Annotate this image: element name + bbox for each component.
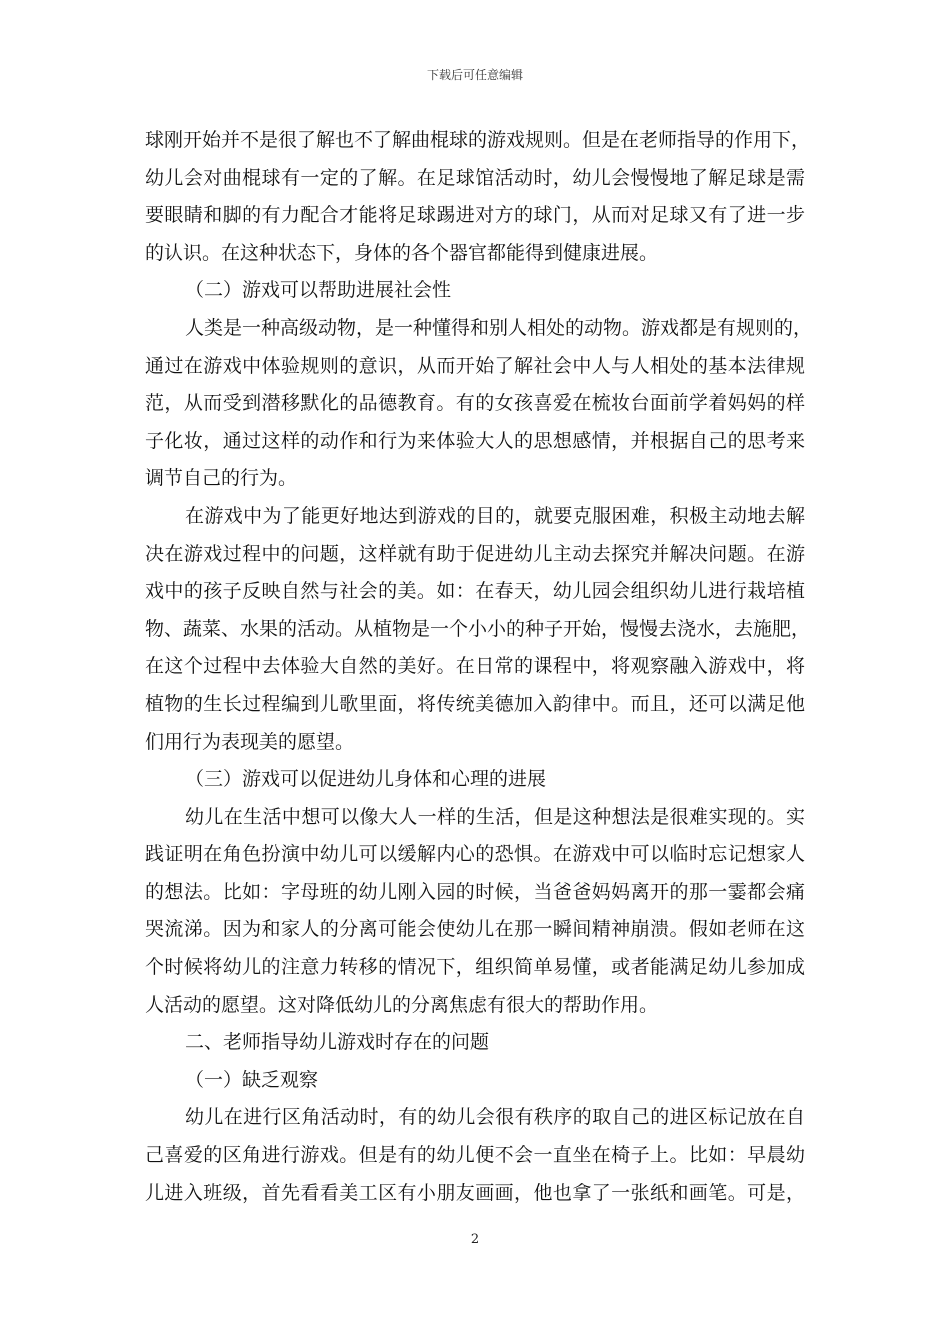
text-line: 植物的生长过程编到儿歌里面，将传统美德加入韵律中。而且，还可以满足他	[145, 692, 805, 715]
text-line: 幼儿会对曲棍球有一定的了解。在足球馆活动时，幼儿会慢慢地了解足球是需	[145, 166, 805, 189]
text-line: 幼儿在生活中想可以像大人一样的生活，但是这种想法是很难实现的。实	[185, 805, 805, 828]
document-body	[145, 122, 813, 1212]
text-line: 们用行为表现美的愿望。	[145, 730, 355, 753]
section-heading: （三）游戏可以促进幼儿身体和心理的进展	[185, 768, 547, 791]
text-line: 戏中的孩子反映自然与社会的美。如：在春天，幼儿园会组织幼儿进行栽培植	[145, 580, 805, 603]
text-line: 的想法。比如：字母班的幼儿刚入园的时候，当爸爸妈妈离开的那一霎都会痛	[145, 880, 805, 903]
text-line: 的认识。在这种状态下，身体的各个器官都能得到健康进展。	[145, 241, 659, 264]
text-line: 己喜爱的区角进行游戏。但是有的幼儿便不会一直坐在椅子上。比如：早晨幼	[145, 1144, 805, 1167]
text-line: 儿进入班级，首先看看美工区有小朋友画画，他也拿了一张纸和画笔。可是，	[145, 1181, 805, 1204]
text-line: 决在游戏过程中的问题，这样就有助于促进幼儿主动去探究并解决问题。在游	[145, 542, 805, 565]
text-line: 在这个过程中去体验大自然的美好。在日常的课程中，将观察融入游戏中，将	[145, 655, 805, 678]
text-line: 范，从而受到潜移默化的品德教育。有的女孩喜爱在梳妆台面前学着妈妈的样	[145, 392, 805, 415]
chapter-heading: 二、老师指导幼儿游戏时存在的问题	[185, 1031, 490, 1054]
text-line: 调节自己的行为。	[145, 467, 298, 490]
text-line: 要眼睛和脚的有力配合才能将足球踢进对方的球门，从而对足球又有了进一步	[145, 204, 805, 227]
text-line: 通过在游戏中体验规则的意识，从而开始了解社会中人与人相处的基本法律规	[145, 354, 805, 377]
page-number: 2	[470, 1232, 480, 1247]
text-line: 人活动的愿望。这对降低幼儿的分离焦虑有很大的帮助作用。	[145, 993, 659, 1016]
page-header: 下载后可任意编辑	[426, 68, 523, 82]
text-line: 子化妆，通过这样的动作和行为来体验大人的思想感情，并根据自己的思考来	[145, 429, 805, 452]
text-line: 幼儿在进行区角活动时，有的幼儿会很有秩序的取自己的进区标记放在自	[185, 1106, 805, 1129]
section-heading: （二）游戏可以帮助进展社会性	[185, 279, 452, 302]
text-line: 个时候将幼儿的注意力转移的情况下，组织简单易懂，或者能满足幼儿参加成	[145, 956, 805, 979]
text-line: 球刚开始并不是很了解也不了解曲棍球的游戏规则。但是在老师指导的作用下，	[145, 129, 811, 151]
text-line: 践证明在角色扮演中幼儿可以缓解内心的恐惧。在游戏中可以临时忘记想家人	[145, 843, 805, 866]
text-line: 哭流涕。因为和家人的分离可能会使幼儿在那一瞬间精神崩溃。假如老师在这	[145, 918, 805, 941]
section-heading: （一）缺乏观察	[185, 1068, 319, 1091]
text-line: 物、蔬菜、水果的活动。从植物是一个小小的种子开始，慢慢去浇水，去施肥，	[145, 617, 811, 640]
text-line: 在游戏中为了能更好地达到游戏的目的，就要克服困难，积极主动地去解	[185, 504, 805, 527]
text-line: 人类是一种高级动物，是一种懂得和别人相处的动物。游戏都是有规则的，	[185, 316, 813, 339]
